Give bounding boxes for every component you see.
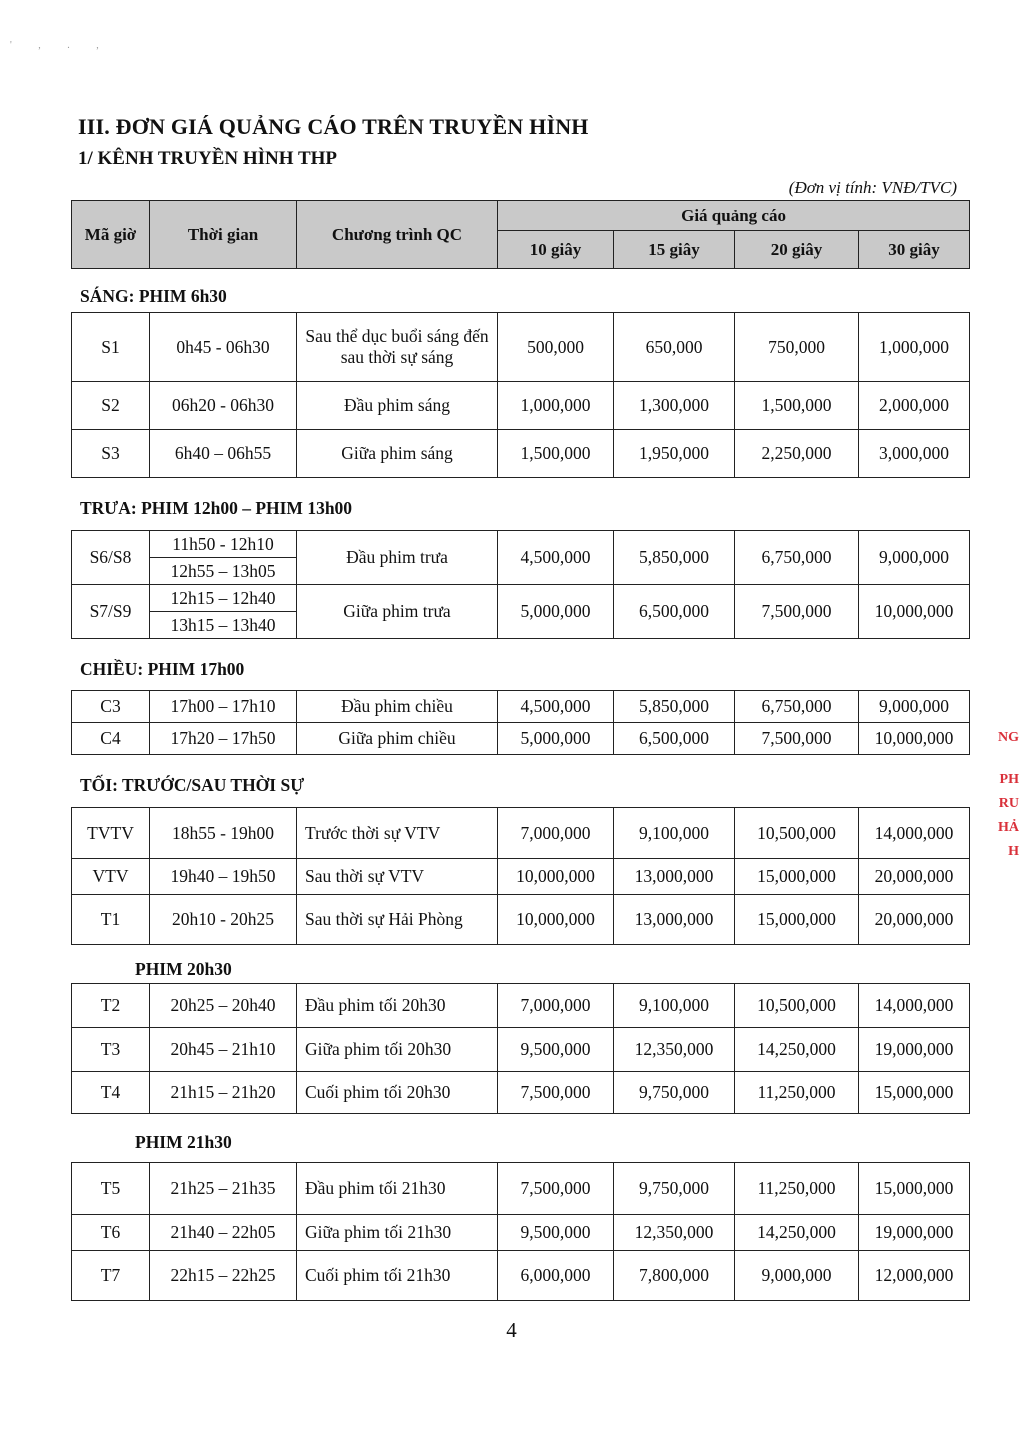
row-price-20: 9,000,000	[735, 1251, 859, 1301]
row-time: 13h15 – 13h40	[150, 612, 297, 639]
row-price-30: 19,000,000	[859, 1028, 970, 1072]
row-program: Trước thời sự VTV	[297, 808, 498, 859]
row-code: S1	[72, 313, 150, 382]
section-toi: TỐI: TRƯỚC/SAU THỜI SỰ	[80, 775, 305, 795]
table-phim-2030	[71, 983, 970, 1114]
row-code: S2	[72, 382, 150, 430]
row-price-10: 7,500,000	[498, 1072, 614, 1114]
row-time: 21h40 – 22h05	[150, 1215, 297, 1251]
row-program: Giữa phim trưa	[297, 585, 498, 639]
row-price-10: 7,000,000	[498, 984, 614, 1028]
row-price-30: 1,000,000	[859, 313, 970, 382]
col-gia: Giá quảng cáo	[498, 201, 970, 231]
row-time: 18h55 - 19h00	[150, 808, 297, 859]
row-time: 11h50 - 12h10	[150, 531, 297, 558]
row-price-10: 7,500,000	[498, 1163, 614, 1215]
row-time: 21h15 – 21h20	[150, 1072, 297, 1114]
row-program: Sau thời sự Hải Phòng	[297, 895, 498, 945]
row-price-10: 6,000,000	[498, 1251, 614, 1301]
row-price-10: 4,500,000	[498, 691, 614, 723]
row-program: Đầu phim sáng	[297, 382, 498, 430]
row-price-15: 13,000,000	[614, 859, 735, 895]
row-price-15: 12,350,000	[614, 1215, 735, 1251]
row-price-20: 15,000,000	[735, 859, 859, 895]
row-time: 20h10 - 20h25	[150, 895, 297, 945]
table-row	[72, 895, 970, 945]
row-code: S3	[72, 430, 150, 478]
table-row	[72, 1163, 970, 1215]
table-row	[72, 723, 970, 755]
table-row	[72, 1028, 970, 1072]
table-row	[72, 382, 970, 430]
col-chuong-trinh: Chương trình QC	[297, 201, 498, 269]
table-sang	[71, 312, 970, 478]
row-code: S7/S9	[72, 585, 150, 639]
section-subheading: 1/ KÊNH TRUYỀN HÌNH THP	[78, 148, 338, 169]
row-time: 17h00 – 17h10	[150, 691, 297, 723]
row-price-15: 6,500,000	[614, 585, 735, 639]
row-price-15: 9,750,000	[614, 1072, 735, 1114]
table-row	[72, 313, 970, 382]
row-price-10: 1,500,000	[498, 430, 614, 478]
section-trua: TRƯA: PHIM 12h00 – PHIM 13h00	[80, 498, 353, 518]
row-price-20: 10,500,000	[735, 984, 859, 1028]
row-price-10: 500,000	[498, 313, 614, 382]
row-price-10: 9,500,000	[498, 1215, 614, 1251]
col-20s: 20 giây	[735, 231, 859, 269]
table-row	[72, 430, 970, 478]
section-phim-2030: PHIM 20h30	[135, 959, 232, 979]
row-price-15: 9,100,000	[614, 984, 735, 1028]
row-price-20: 11,250,000	[735, 1072, 859, 1114]
row-price-20: 6,750,000	[735, 531, 859, 585]
row-price-30: 14,000,000	[859, 808, 970, 859]
row-price-20: 7,500,000	[735, 585, 859, 639]
row-program: Giữa phim tối 21h30	[297, 1215, 498, 1251]
row-code: VTV	[72, 859, 150, 895]
row-code: TVTV	[72, 808, 150, 859]
row-price-15: 650,000	[614, 313, 735, 382]
row-price-15: 9,100,000	[614, 808, 735, 859]
table-row	[72, 808, 970, 859]
row-price-30: 10,000,000	[859, 585, 970, 639]
table-row	[72, 585, 970, 612]
row-price-30: 10,000,000	[859, 723, 970, 755]
row-price-20: 11,250,000	[735, 1163, 859, 1215]
col-10s: 10 giây	[498, 231, 614, 269]
row-code: T3	[72, 1028, 150, 1072]
col-15s: 15 giây	[614, 231, 735, 269]
row-price-20: 14,250,000	[735, 1215, 859, 1251]
row-price-10: 5,000,000	[498, 723, 614, 755]
row-code: C3	[72, 691, 150, 723]
row-price-20: 15,000,000	[735, 895, 859, 945]
table-chieu	[71, 690, 970, 755]
row-program: Đầu phim tối 20h30	[297, 984, 498, 1028]
row-time: 0h45 - 06h30	[150, 313, 297, 382]
row-price-10: 9,500,000	[498, 1028, 614, 1072]
unit-note: (Đơn vị tính: VNĐ/TVC)	[788, 178, 957, 197]
row-price-20: 2,250,000	[735, 430, 859, 478]
row-price-30: 14,000,000	[859, 984, 970, 1028]
row-price-10: 10,000,000	[498, 895, 614, 945]
row-price-30: 9,000,000	[859, 531, 970, 585]
row-time: 21h25 – 21h35	[150, 1163, 297, 1215]
row-time: 20h45 – 21h10	[150, 1028, 297, 1072]
row-price-10: 1,000,000	[498, 382, 614, 430]
row-code: T6	[72, 1215, 150, 1251]
row-program: Cuối phim tối 21h30	[297, 1251, 498, 1301]
row-price-15: 5,850,000	[614, 531, 735, 585]
row-price-10: 4,500,000	[498, 531, 614, 585]
section-phim-2130: PHIM 21h30	[135, 1132, 232, 1152]
row-price-15: 12,350,000	[614, 1028, 735, 1072]
row-price-15: 1,300,000	[614, 382, 735, 430]
row-program: Giữa phim sáng	[297, 430, 498, 478]
col-30s: 30 giây	[859, 231, 970, 269]
row-program: Đầu phim tối 21h30	[297, 1163, 498, 1215]
table-row	[72, 1072, 970, 1114]
row-price-20: 6,750,000	[735, 691, 859, 723]
row-code: T1	[72, 895, 150, 945]
row-price-30: 19,000,000	[859, 1215, 970, 1251]
row-time: 06h20 - 06h30	[150, 382, 297, 430]
table-row	[72, 531, 970, 558]
table-row	[72, 1251, 970, 1301]
col-ma-gio: Mã giờ	[72, 201, 150, 269]
table-row	[72, 859, 970, 895]
row-time: 17h20 – 17h50	[150, 723, 297, 755]
row-price-15: 6,500,000	[614, 723, 735, 755]
row-price-10: 10,000,000	[498, 859, 614, 895]
row-price-30: 15,000,000	[859, 1163, 970, 1215]
row-price-20: 1,500,000	[735, 382, 859, 430]
table-toi	[71, 807, 970, 945]
row-time: 20h25 – 20h40	[150, 984, 297, 1028]
row-price-20: 750,000	[735, 313, 859, 382]
row-time: 19h40 – 19h50	[150, 859, 297, 895]
row-price-30: 12,000,000	[859, 1251, 970, 1301]
section-chieu: CHIỀU: PHIM 17h00	[80, 659, 245, 679]
col-thoi-gian: Thời gian	[150, 201, 297, 269]
stamp-fragment: NG PH RU HẢ H	[998, 730, 1019, 859]
row-price-30: 15,000,000	[859, 1072, 970, 1114]
row-program: Sau thời sự VTV	[297, 859, 498, 895]
row-program: Đầu phim trưa	[297, 531, 498, 585]
row-price-15: 5,850,000	[614, 691, 735, 723]
page-heading: III. ĐƠN GIÁ QUẢNG CÁO TRÊN TRUYỀN HÌNH	[78, 114, 589, 139]
row-code: S6/S8	[72, 531, 150, 585]
row-price-15: 1,950,000	[614, 430, 735, 478]
section-sang: SÁNG: PHIM 6h30	[80, 286, 227, 306]
table-row	[72, 984, 970, 1028]
row-price-15: 7,800,000	[614, 1251, 735, 1301]
row-price-15: 13,000,000	[614, 895, 735, 945]
table-row	[72, 691, 970, 723]
row-program: Cuối phim tối 20h30	[297, 1072, 498, 1114]
table-phim-2130	[71, 1162, 970, 1301]
row-price-20: 7,500,000	[735, 723, 859, 755]
row-code: T4	[72, 1072, 150, 1114]
row-price-30: 2,000,000	[859, 382, 970, 430]
row-time: 12h55 – 13h05	[150, 558, 297, 585]
row-time: 12h15 – 12h40	[150, 585, 297, 612]
header-table	[71, 200, 970, 269]
row-price-30: 3,000,000	[859, 430, 970, 478]
row-price-30: 20,000,000	[859, 859, 970, 895]
row-program: Giữa phim chiều	[297, 723, 498, 755]
table-trua	[71, 530, 970, 639]
row-price-10: 5,000,000	[498, 585, 614, 639]
row-code: T5	[72, 1163, 150, 1215]
row-code: T7	[72, 1251, 150, 1301]
row-code: T2	[72, 984, 150, 1028]
page-number: 4	[506, 1318, 517, 1342]
row-time: 22h15 – 22h25	[150, 1251, 297, 1301]
row-price-15: 9,750,000	[614, 1163, 735, 1215]
row-price-20: 10,500,000	[735, 808, 859, 859]
row-program: Sau thể dục buổi sáng đến sau thời sự sáng	[297, 313, 498, 382]
row-price-10: 7,000,000	[498, 808, 614, 859]
row-code: C4	[72, 723, 150, 755]
row-program: Đầu phim chiều	[297, 691, 498, 723]
row-price-20: 14,250,000	[735, 1028, 859, 1072]
row-time: 6h40 – 06h55	[150, 430, 297, 478]
table-row	[72, 1215, 970, 1251]
row-price-30: 9,000,000	[859, 691, 970, 723]
row-price-30: 20,000,000	[859, 895, 970, 945]
scan-specks: ' , . ,	[10, 40, 111, 51]
row-program: Giữa phim tối 20h30	[297, 1028, 498, 1072]
